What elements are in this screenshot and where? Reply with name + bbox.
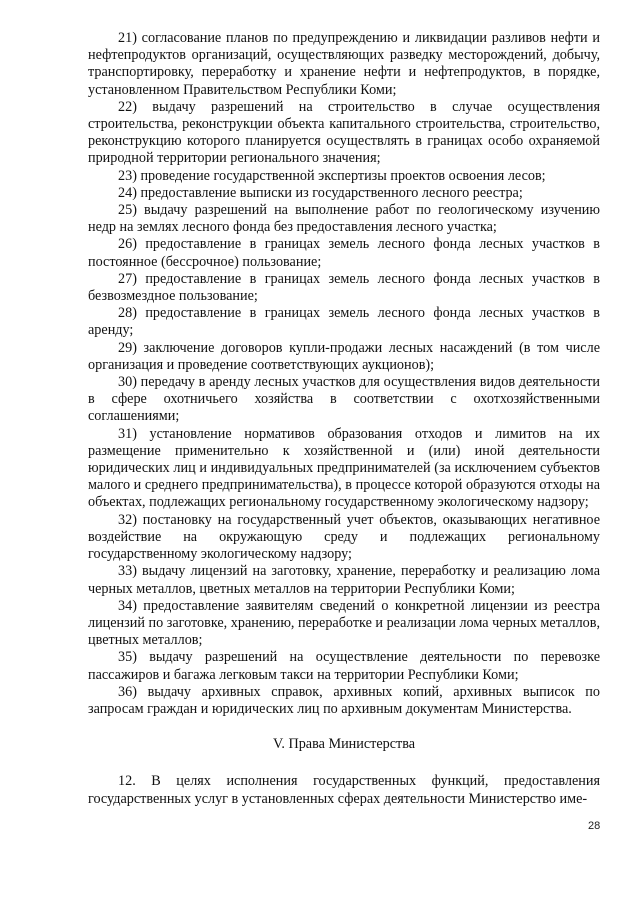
list-item-21: 21) согласование планов по предупреждению и ликвидации разливов нефти и нефтепродуктов организаций, осуществляющих разведку месторождений, добычу, транспортировку, переработку и хранение нефти и нефтепродуктов, в порядке, установленном Правительством Республики Коми; bbox=[88, 30, 600, 98]
list-item-25: 25) выдачу разрешений на выполнение работ по геологическому изучению недр на землях лесного фонда без предоставления лесного участка; bbox=[88, 202, 600, 236]
list-item-28: 28) предоставление в границах земель лесного фонда лесных участков в аренду; bbox=[88, 305, 600, 339]
list-item-35: 35) выдачу разрешений на осуществление деятельности по перевозке пассажиров и багажа легковым такси на территории Республики Коми; bbox=[88, 649, 600, 683]
list-item-31: 31) установление нормативов образования отходов и лимитов на их размещение применительно к хозяйственной и (или) иной деятельности юридических лиц и индивидуальных предпринимателей (за исключением субъектов малого и среднего предпринимательства), в процессе которой образуются отходы на объектах, подлежащих региональному государственному экологическому надзору; bbox=[88, 425, 600, 511]
closing-paragraph: 12. В целях исполнения государственных функций, предоставления государственных услуг в установленных сферах деятельности Министерство име- bbox=[88, 773, 600, 807]
list-item-30: 30) передачу в аренду лесных участков для осуществления видов деятельности в сфере охотничьего хозяйства в соответствии с охотхозяйственными соглашениями; bbox=[88, 374, 600, 425]
list-item-33: 33) выдачу лицензий на заготовку, хранение, переработку и реализацию лома черных металлов, цветных металлов на территории Республики Коми; bbox=[88, 563, 600, 597]
list-item-29: 29) заключение договоров купли-продажи лесных насаждений (в том числе организация и проведение соответствующих аукционов); bbox=[88, 339, 600, 373]
list-item-23: 23) проведение государственной экспертизы проектов освоения лесов; bbox=[118, 167, 546, 184]
list-item-26: 26) предоставление в границах земель лесного фонда лесных участков в постоянное (бессрочное) пользование; bbox=[88, 236, 600, 270]
list-item-24: 24) предоставление выписки из государственного лесного реестра; bbox=[118, 184, 523, 201]
list-item-27: 27) предоставление в границах земель лесного фонда лесных участков в безвозмездное пользование; bbox=[88, 270, 600, 305]
section-heading: V. Права Министерства bbox=[272, 736, 416, 753]
list-item-36: 36) выдачу архивных справок, архивных копий, архивных выписок по запросам граждан и юридических лиц по архивным документам Министерства. bbox=[88, 683, 600, 717]
list-item-22: 22) выдачу разрешений на строительство в случае осуществления строительства, реконструкции объекта капитального строительства, строительство, реконструкцию которого планируется осуществлять в границах особо охраняемой природной территории регионального значения; bbox=[88, 98, 600, 167]
document-body bbox=[88, 30, 600, 808]
list-item-34: 34) предоставление заявителям сведений о конкретной лицензии из реестра лицензий по заготовке, хранению, переработке и реализации лома черных металлов, цветных металлов; bbox=[88, 597, 600, 649]
page-number: 28 bbox=[588, 820, 601, 832]
list-item-32: 32) постановку на государственный учет объектов, оказывающих негативное воздействие на окружающую среду и подлежащих региональному государственному экологическому надзору; bbox=[88, 511, 600, 563]
